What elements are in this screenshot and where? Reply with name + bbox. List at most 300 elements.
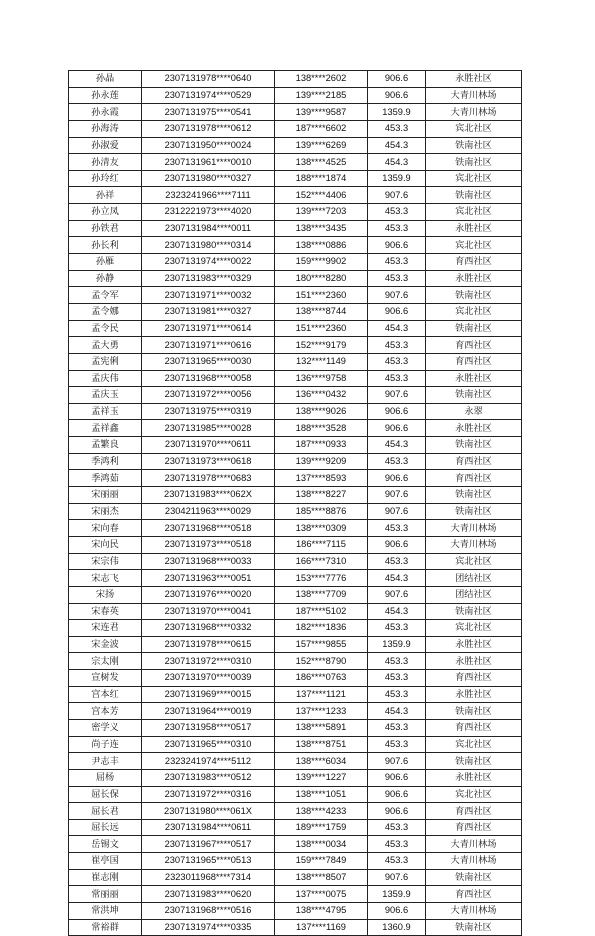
table-row [69,170,522,187]
id-number-cell: 2307131983****0329 [142,270,275,287]
name-cell: 孙静 [69,270,142,287]
amount-cell: 1359.9 [368,886,426,903]
table-row [69,586,522,603]
id-number-cell: 2307131971****0032 [142,287,275,304]
table-row [69,853,522,870]
name-cell: 孟庆伟 [69,370,142,387]
amount-cell: 906.6 [368,420,426,437]
name-cell: 宋向民 [69,536,142,553]
community-cell: 宾北社区 [426,204,522,221]
amount-cell: 453.3 [368,670,426,687]
phone-cell: 187****5102 [275,603,368,620]
table-row [69,836,522,853]
community-cell: 铁南社区 [426,703,522,720]
amount-cell: 454.3 [368,320,426,337]
amount-cell: 454.3 [368,603,426,620]
name-cell: 屈长君 [69,803,142,820]
phone-cell: 139****9587 [275,104,368,121]
phone-cell: 185****8876 [275,503,368,520]
amount-cell: 453.3 [368,120,426,137]
phone-cell: 138****1051 [275,786,368,803]
community-cell: 育西社区 [426,886,522,903]
community-cell: 永胜社区 [426,686,522,703]
community-cell: 育西社区 [426,670,522,687]
name-cell: 宫本红 [69,686,142,703]
name-cell: 尚子连 [69,736,142,753]
phone-cell: 136****9758 [275,370,368,387]
phone-cell: 138****8507 [275,869,368,886]
community-cell: 大青川林场 [426,104,522,121]
amount-cell: 906.6 [368,903,426,920]
amount-cell: 907.6 [368,287,426,304]
table-row [69,520,522,537]
name-cell: 常丽丽 [69,886,142,903]
name-cell: 孟令军 [69,287,142,304]
phone-cell: 137****1233 [275,703,368,720]
phone-cell: 138****8227 [275,487,368,504]
amount-cell: 1359.9 [368,170,426,187]
amount-cell: 907.6 [368,869,426,886]
name-cell: 宋宗伟 [69,553,142,570]
amount-cell: 906.6 [368,470,426,487]
id-number-cell: 2307131980****0327 [142,170,275,187]
phone-cell: 132****1149 [275,353,368,370]
amount-cell: 453.3 [368,553,426,570]
name-cell: 尹志丰 [69,753,142,770]
table-row [69,536,522,553]
id-number-cell: 2307131967****0517 [142,836,275,853]
community-cell: 大青川林场 [426,903,522,920]
amount-cell: 1359.9 [368,636,426,653]
name-cell: 孙铁君 [69,220,142,237]
amount-cell: 1359.9 [368,104,426,121]
id-number-cell: 2307131974****0529 [142,87,275,104]
phone-cell: 151****2360 [275,287,368,304]
amount-cell: 906.6 [368,87,426,104]
amount-cell: 453.3 [368,736,426,753]
phone-cell: 152****9179 [275,337,368,354]
table-row [69,570,522,587]
table-row [69,420,522,437]
name-cell: 孟宪俐 [69,353,142,370]
amount-cell: 454.3 [368,570,426,587]
phone-cell: 137****8593 [275,470,368,487]
name-cell: 常洪坤 [69,903,142,920]
id-number-cell: 2307131968****0518 [142,520,275,537]
amount-cell: 906.6 [368,769,426,786]
community-cell: 铁南社区 [426,437,522,454]
table-row [69,320,522,337]
table-row [69,270,522,287]
amount-cell: 453.3 [368,853,426,870]
id-number-cell: 2307131958****0517 [142,719,275,736]
community-cell: 永胜社区 [426,420,522,437]
phone-cell: 180****8280 [275,270,368,287]
table-row [69,686,522,703]
id-number-cell: 2307131965****0030 [142,353,275,370]
id-number-cell: 2307131968****0058 [142,370,275,387]
amount-cell: 906.6 [368,803,426,820]
community-cell: 永胜社区 [426,220,522,237]
community-cell: 育西社区 [426,337,522,354]
name-cell: 宋连君 [69,620,142,637]
name-cell: 岳锡文 [69,836,142,853]
table-row [69,803,522,820]
amount-cell: 906.6 [368,303,426,320]
community-cell: 铁南社区 [426,487,522,504]
phone-cell: 139****9209 [275,453,368,470]
name-cell: 宣树发 [69,670,142,687]
table-row [69,204,522,221]
id-number-cell: 2307131965****0513 [142,853,275,870]
id-number-cell: 2307131971****0614 [142,320,275,337]
id-number-cell: 2307131968****0516 [142,903,275,920]
amount-cell: 453.3 [368,719,426,736]
amount-cell: 453.3 [368,353,426,370]
community-cell: 宾北社区 [426,170,522,187]
community-cell: 团结社区 [426,586,522,603]
table-row [69,819,522,836]
community-cell: 永胜社区 [426,653,522,670]
amount-cell: 453.3 [368,520,426,537]
amount-cell: 453.3 [368,254,426,271]
amount-cell: 453.3 [368,370,426,387]
name-cell: 孟令民 [69,320,142,337]
table-row [69,736,522,753]
community-cell: 铁南社区 [426,753,522,770]
table-row [69,254,522,271]
id-number-cell: 2307131978****0683 [142,470,275,487]
community-cell: 大青川林场 [426,853,522,870]
community-cell: 永胜社区 [426,270,522,287]
id-number-cell: 2307131985****0028 [142,420,275,437]
phone-cell: 188****1874 [275,170,368,187]
name-cell: 孙立凤 [69,204,142,221]
table-row [69,869,522,886]
community-cell: 铁南社区 [426,503,522,520]
id-number-cell: 2307131980****061X [142,803,275,820]
community-cell: 宾北社区 [426,553,522,570]
table-row [69,503,522,520]
table-row [69,87,522,104]
phone-cell: 186****7115 [275,536,368,553]
id-number-cell: 2307131968****0033 [142,553,275,570]
name-cell: 宋金波 [69,636,142,653]
name-cell: 孙清友 [69,154,142,171]
community-cell: 宾北社区 [426,620,522,637]
id-number-cell: 2307131976****0020 [142,586,275,603]
name-cell: 孙永莲 [69,87,142,104]
community-cell: 永翠 [426,403,522,420]
name-cell: 常裕群 [69,919,142,936]
table-row [69,137,522,154]
community-cell: 宾北社区 [426,237,522,254]
name-cell: 孙长利 [69,237,142,254]
community-cell: 铁南社区 [426,320,522,337]
table-row [69,487,522,504]
amount-cell: 453.3 [368,620,426,637]
name-cell: 宋扬 [69,586,142,603]
community-cell: 大青川林场 [426,536,522,553]
id-number-cell: 2307131970****0039 [142,670,275,687]
name-cell: 宋向春 [69,520,142,537]
community-cell: 大青川林场 [426,836,522,853]
amount-cell: 906.6 [368,786,426,803]
name-cell: 屈杨 [69,769,142,786]
phone-cell: 152****4406 [275,187,368,204]
phone-cell: 138****9026 [275,403,368,420]
community-cell: 育西社区 [426,719,522,736]
amount-cell: 454.3 [368,437,426,454]
community-cell: 宾北社区 [426,303,522,320]
name-cell: 孟令娜 [69,303,142,320]
name-cell: 孟大勇 [69,337,142,354]
table-row [69,104,522,121]
phone-cell: 159****9902 [275,254,368,271]
id-number-cell: 2307131983****062X [142,487,275,504]
name-cell: 孙玲红 [69,170,142,187]
name-cell: 孟庆玉 [69,387,142,404]
amount-cell: 907.6 [368,503,426,520]
amount-cell: 453.3 [368,204,426,221]
amount-cell: 907.6 [368,187,426,204]
amount-cell: 906.6 [368,536,426,553]
community-cell: 铁南社区 [426,187,522,204]
table-row [69,470,522,487]
phone-cell: 138****5891 [275,719,368,736]
amount-cell: 453.3 [368,686,426,703]
amount-cell: 906.6 [368,237,426,254]
phone-cell: 153****7776 [275,570,368,587]
id-number-cell: 2307131972****0056 [142,387,275,404]
community-cell: 育西社区 [426,453,522,470]
community-cell: 宾北社区 [426,120,522,137]
amount-cell: 907.6 [368,586,426,603]
community-cell: 铁南社区 [426,287,522,304]
table-row [69,187,522,204]
phone-cell: 136****0432 [275,387,368,404]
name-cell: 屈长远 [69,819,142,836]
name-cell: 孙海涛 [69,120,142,137]
phone-cell: 138****4795 [275,903,368,920]
phone-cell: 137****0075 [275,886,368,903]
amount-cell: 453.3 [368,453,426,470]
id-number-cell: 2307131981****0327 [142,303,275,320]
community-cell: 铁南社区 [426,603,522,620]
phone-cell: 139****6269 [275,137,368,154]
amount-cell: 453.3 [368,270,426,287]
phone-cell: 151****2360 [275,320,368,337]
phone-cell: 188****3528 [275,420,368,437]
community-cell: 永胜社区 [426,71,522,88]
phone-cell: 139****1227 [275,769,368,786]
id-number-cell: 2307131965****0310 [142,736,275,753]
roster-table-body [69,71,522,936]
id-number-cell: 2307131970****0041 [142,603,275,620]
amount-cell: 453.3 [368,337,426,354]
table-row [69,636,522,653]
name-cell: 孟祥鑫 [69,420,142,437]
table-row [69,769,522,786]
community-cell: 铁南社区 [426,919,522,936]
name-cell: 孙雁 [69,254,142,271]
table-row [69,403,522,420]
id-number-cell: 2307131973****0618 [142,453,275,470]
table-row [69,753,522,770]
name-cell: 宋志飞 [69,570,142,587]
name-cell: 季鸿利 [69,453,142,470]
table-row [69,603,522,620]
name-cell: 宋丽丽 [69,487,142,504]
phone-cell: 138****3435 [275,220,368,237]
phone-cell: 187****6602 [275,120,368,137]
name-cell: 密学义 [69,719,142,736]
id-number-cell: 2307131950****0024 [142,137,275,154]
roster-table [68,70,522,936]
phone-cell: 138****0886 [275,237,368,254]
community-cell: 宾北社区 [426,786,522,803]
community-cell: 育西社区 [426,803,522,820]
table-row [69,670,522,687]
id-number-cell: 2307131978****0615 [142,636,275,653]
id-number-cell: 2307131983****0620 [142,886,275,903]
community-cell: 铁南社区 [426,137,522,154]
name-cell: 宋丽杰 [69,503,142,520]
table-row [69,786,522,803]
community-cell: 育西社区 [426,254,522,271]
name-cell: 宫本芳 [69,703,142,720]
community-cell: 铁南社区 [426,387,522,404]
name-cell: 宗太刚 [69,653,142,670]
table-row [69,620,522,637]
phone-cell: 139****7203 [275,204,368,221]
amount-cell: 454.3 [368,154,426,171]
phone-cell: 138****8751 [275,736,368,753]
community-cell: 永胜社区 [426,636,522,653]
community-cell: 永胜社区 [426,769,522,786]
table-row [69,653,522,670]
phone-cell: 138****7709 [275,586,368,603]
amount-cell: 1360.9 [368,919,426,936]
phone-cell: 187****0933 [275,437,368,454]
name-cell: 孙祥 [69,187,142,204]
table-row [69,237,522,254]
id-number-cell: 2307131972****0310 [142,653,275,670]
community-cell: 大青川林场 [426,87,522,104]
name-cell: 孟繁良 [69,437,142,454]
table-row [69,303,522,320]
amount-cell: 907.6 [368,387,426,404]
name-cell: 孙晶 [69,71,142,88]
name-cell: 孙永霞 [69,104,142,121]
id-number-cell: 2307131971****0616 [142,337,275,354]
phone-cell: 138****2602 [275,71,368,88]
table-row [69,903,522,920]
id-number-cell: 2307131975****0541 [142,104,275,121]
community-cell: 团结社区 [426,570,522,587]
community-cell: 育西社区 [426,353,522,370]
id-number-cell: 2307131983****0512 [142,769,275,786]
id-number-cell: 2307131973****0518 [142,536,275,553]
amount-cell: 453.3 [368,653,426,670]
amount-cell: 454.3 [368,137,426,154]
name-cell: 屈长保 [69,786,142,803]
id-number-cell: 2312221973****4020 [142,204,275,221]
phone-cell: 182****1836 [275,620,368,637]
name-cell: 崔志刚 [69,869,142,886]
table-row [69,120,522,137]
id-number-cell: 2307131964****0019 [142,703,275,720]
phone-cell: 139****2185 [275,87,368,104]
table-row [69,437,522,454]
name-cell: 崔亭国 [69,853,142,870]
id-number-cell: 2307131975****0319 [142,403,275,420]
id-number-cell: 2307131984****0611 [142,819,275,836]
amount-cell: 453.3 [368,220,426,237]
table-row [69,719,522,736]
table-row [69,453,522,470]
phone-cell: 189****1759 [275,819,368,836]
id-number-cell: 2307131969****0015 [142,686,275,703]
name-cell: 孙淑爱 [69,137,142,154]
amount-cell: 454.3 [368,703,426,720]
table-row [69,387,522,404]
table-row [69,919,522,936]
id-number-cell: 2323011968****7314 [142,869,275,886]
phone-cell: 138****0309 [275,520,368,537]
phone-cell: 138****6034 [275,753,368,770]
community-cell: 铁南社区 [426,869,522,886]
community-cell: 永胜社区 [426,370,522,387]
id-number-cell: 2307131984****0011 [142,220,275,237]
amount-cell: 906.6 [368,403,426,420]
phone-cell: 137****1121 [275,686,368,703]
amount-cell: 907.6 [368,487,426,504]
id-number-cell: 2307131963****0051 [142,570,275,587]
table-row [69,337,522,354]
community-cell: 育西社区 [426,470,522,487]
name-cell: 宋春英 [69,603,142,620]
table-row [69,154,522,171]
phone-cell: 157****9855 [275,636,368,653]
amount-cell: 453.3 [368,819,426,836]
community-cell: 大青川林场 [426,520,522,537]
phone-cell: 138****4233 [275,803,368,820]
id-number-cell: 2307131972****0316 [142,786,275,803]
table-row [69,886,522,903]
name-cell: 季鸿茹 [69,470,142,487]
phone-cell: 138****4525 [275,154,368,171]
id-number-cell: 2307131974****0335 [142,919,275,936]
id-number-cell: 2323241974****5112 [142,753,275,770]
id-number-cell: 2307131968****0332 [142,620,275,637]
id-number-cell: 2307131980****0314 [142,237,275,254]
table-row [69,287,522,304]
community-cell: 铁南社区 [426,154,522,171]
amount-cell: 906.6 [368,71,426,88]
table-row [69,220,522,237]
name-cell: 孟祥玉 [69,403,142,420]
id-number-cell: 2307131970****0611 [142,437,275,454]
community-cell: 宾北社区 [426,736,522,753]
phone-cell: 138****0034 [275,836,368,853]
community-cell: 育西社区 [426,819,522,836]
id-number-cell: 2307131978****0612 [142,120,275,137]
id-number-cell: 2307131978****0640 [142,71,275,88]
phone-cell: 138****8744 [275,303,368,320]
phone-cell: 152****8790 [275,653,368,670]
table-row [69,71,522,88]
